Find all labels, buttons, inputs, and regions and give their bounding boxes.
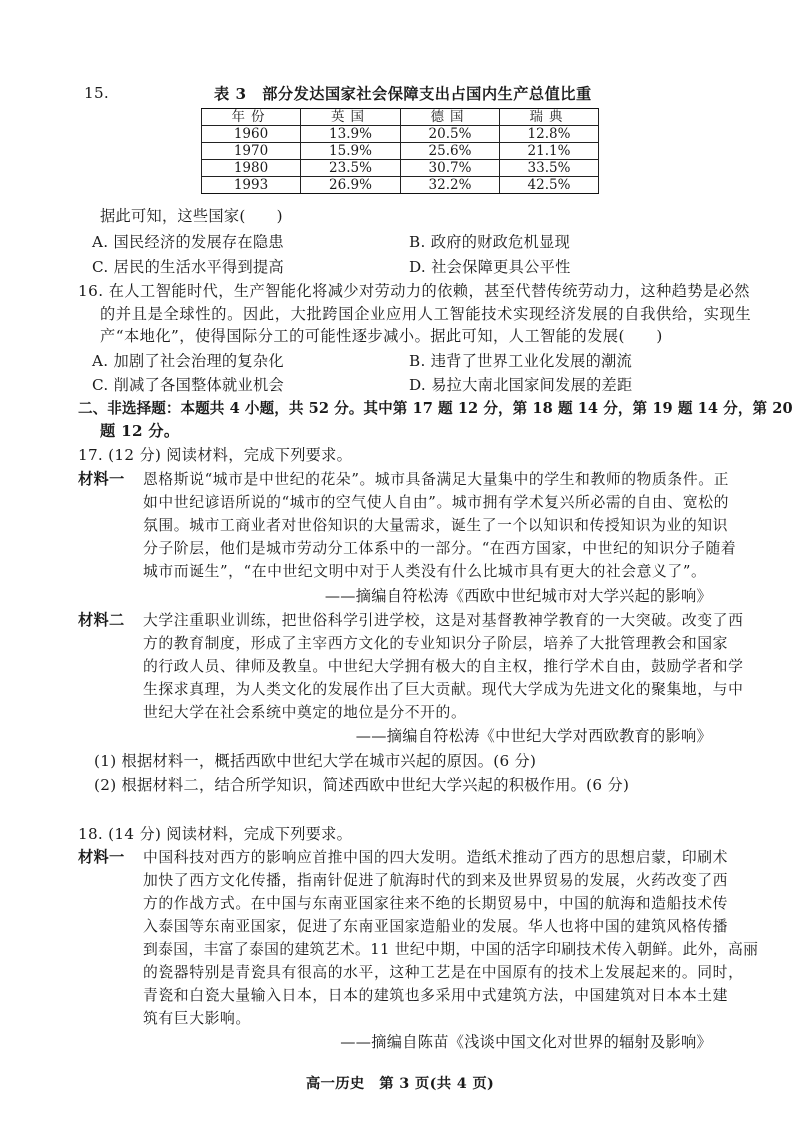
q15-option-d[interactable]: D. 社会保障更具公平性 bbox=[409, 258, 571, 276]
q17-material2-line: 世纪大学在社会系统中奠定的地位是分不开的。 bbox=[143, 704, 467, 721]
q17-material1-line: 恩格斯说“城市是中世纪的花朵”。城市具备满足大量集中的学生和教师的物质条件。正 bbox=[143, 471, 730, 488]
table-header-cell: 年份 bbox=[202, 109, 301, 126]
table-header-cell: 德国 bbox=[401, 109, 500, 126]
q17-material2-line: 大学注重职业训练，把世俗科学引进学校，这是对基督教神学教育的一大突破。改变了西 bbox=[143, 612, 744, 629]
table-cell: 32.2% bbox=[401, 177, 500, 194]
table-row bbox=[202, 143, 599, 160]
q15-option-a[interactable]: A. 国民经济的发展存在隐患 bbox=[92, 233, 284, 251]
table-header-row bbox=[202, 109, 599, 126]
table-row bbox=[202, 126, 599, 143]
q17-head: 17. (12 分) 阅读材料，完成下列要求。 bbox=[78, 446, 353, 464]
q17-material1-label: 材料一 bbox=[78, 470, 125, 488]
q17-material2-line: 的行政人员、律师及教皇。中世纪大学拥有极大的自主权，推行学术自由，鼓励学者和学 bbox=[143, 658, 744, 675]
q17-material2-source: ——摘编自符松涛《中世纪大学对西欧教育的影响》 bbox=[355, 727, 712, 745]
q18-material1-line: 到泰国，丰富了泰国的建筑艺术。11 世纪中期，中国的活字印刷技术传入朝鲜。此外，高丽 bbox=[143, 941, 759, 958]
q18-head: 18. (14 分) 阅读材料，完成下列要求。 bbox=[78, 825, 353, 843]
page-footer: 高一历史 第 3 页(共 4 页) bbox=[305, 1075, 495, 1092]
q16-option-a[interactable]: A. 加剧了社会治理的复杂化 bbox=[92, 352, 284, 370]
q17-material1-line: 分子阶层，他们是城市劳动分工体系中的一部分。“在西方国家，中世纪的知识分子随着 bbox=[143, 540, 737, 557]
table-title: 表 3 部分发达国家社会保障支出占国内生产总值比重 bbox=[214, 85, 592, 103]
table-cell: 1960 bbox=[202, 126, 301, 143]
table-cell: 42.5% bbox=[500, 177, 599, 194]
table-cell: 12.8% bbox=[500, 126, 599, 143]
table-cell: 15.9% bbox=[301, 143, 401, 160]
table-cell: 33.5% bbox=[500, 160, 599, 177]
q15-number: 15. bbox=[84, 84, 110, 102]
q18-material1-line: 入泰国等东南亚国家，促进了东南亚国家造船业的发展。华人也将中国的建筑风格传播 bbox=[143, 918, 729, 935]
q18-material1-line: 的瓷器特别是青瓷具有很高的水平，这种工艺是在中国原有的技术上发展起来的。同时， bbox=[143, 964, 744, 981]
q18-material1-line: 筑有巨大影响。 bbox=[143, 1010, 251, 1027]
q17-material1-line: 氛围。城市工商业者对世俗知识的大量需求，诞生了一个以知识和传授知识为业的知识 bbox=[143, 517, 729, 534]
table-cell: 13.9% bbox=[301, 126, 401, 143]
q17-material2-label: 材料二 bbox=[78, 611, 125, 629]
table-header-cell: 英国 bbox=[301, 109, 401, 126]
q16-option-c[interactable]: C. 削减了各国整体就业机会 bbox=[92, 376, 284, 394]
q17-material1-line: 如中世纪谚语所说的“城市的空气使人自由”。城市拥有学术复兴所必需的自由、宽松的 bbox=[143, 494, 730, 511]
table-cell: 1970 bbox=[202, 143, 301, 160]
q15-stem: 据此可知，这些国家( ) bbox=[100, 207, 283, 225]
table-cell: 21.1% bbox=[500, 143, 599, 160]
table-header-cell: 瑞典 bbox=[500, 109, 599, 126]
q16-stem-line: 产“本地化”，使得国际分工的可能性逐步减小。据此可知，人工智能的发展( ) bbox=[100, 327, 663, 345]
q17-material1-line: 城市而诞生”，“在中世纪文明中对于人类没有什么比城市具有更大的社会意义了”。 bbox=[143, 563, 707, 580]
q16-option-b[interactable]: B. 违背了世界工业化发展的潮流 bbox=[409, 352, 633, 370]
social-security-table bbox=[201, 108, 599, 194]
section2-heading-cont: 题 12 分。 bbox=[100, 422, 180, 440]
q18-material1-label: 材料一 bbox=[78, 848, 125, 866]
table-row bbox=[202, 177, 599, 194]
table-cell: 20.5% bbox=[401, 126, 500, 143]
q17-subquestion-2: (2) 根据材料二，结合所学知识，简述西欧中世纪大学兴起的积极作用。(6 分) bbox=[94, 776, 630, 794]
q16-stem-line: 的并且是全球性的。因此，大批跨国企业应用人工智能技术实现经济发展的自我供给，实现生 bbox=[100, 305, 752, 323]
q18-material1-line: 青瓷和白瓷大量输入日本，日本的建筑也多采用中式建筑方法，中国建筑对日本本土建 bbox=[143, 987, 729, 1004]
table-cell: 30.7% bbox=[401, 160, 500, 177]
q18-material1-source: ——摘编自陈苗《浅谈中国文化对世界的辐射及影响》 bbox=[340, 1033, 712, 1051]
q17-material1-source: ——摘编自符松涛《西欧中世纪城市对大学兴起的影响》 bbox=[324, 587, 712, 605]
q16-stem-line: 16. 在人工智能时代，生产智能化将减少对劳动力的依赖，甚至代替传统劳动力，这种趋势是必然 bbox=[78, 282, 750, 300]
q18-material1-line: 中国科技对西方的影响应首推中国的四大发明。造纸术推动了西方的思想启蒙，印刷术 bbox=[143, 849, 729, 866]
q17-material2-line: 生探求真理，为人类文化的发展作出了巨大贡献。现代大学成为先进文化的聚集地，与中 bbox=[143, 681, 744, 698]
q16-option-d[interactable]: D. 易拉大南北国家间发展的差距 bbox=[409, 376, 633, 394]
table-cell: 26.9% bbox=[301, 177, 401, 194]
section2-heading: 二、非选择题：本题共 4 小题，共 52 分。其中第 17 题 12 分，第 18 题 14 分，第 19 题 14 分，第 20 bbox=[78, 400, 793, 417]
table-cell: 1993 bbox=[202, 177, 301, 194]
table-cell: 1980 bbox=[202, 160, 301, 177]
q17-subquestion-1: (1) 根据材料一，概括西欧中世纪大学在城市兴起的原因。(6 分) bbox=[94, 752, 537, 770]
q18-material1-line: 方的作战方式。在中国与东南亚国家往来不绝的长期贸易中，中国的航海和造船技术传 bbox=[143, 895, 729, 912]
q18-material1-line: 加快了西方文化传播，指南针促进了航海时代的到来及世界贸易的发展，火药改变了西 bbox=[143, 872, 729, 889]
table-row bbox=[202, 160, 599, 177]
q17-material2-line: 方的教育制度，形成了主宰西方文化的专业知识分子阶层，培养了大批管理教会和国家 bbox=[143, 635, 729, 652]
q15-option-c[interactable]: C. 居民的生活水平得到提高 bbox=[92, 258, 284, 276]
table-cell: 23.5% bbox=[301, 160, 401, 177]
q15-option-b[interactable]: B. 政府的财政危机显现 bbox=[409, 233, 571, 251]
table-cell: 25.6% bbox=[401, 143, 500, 160]
